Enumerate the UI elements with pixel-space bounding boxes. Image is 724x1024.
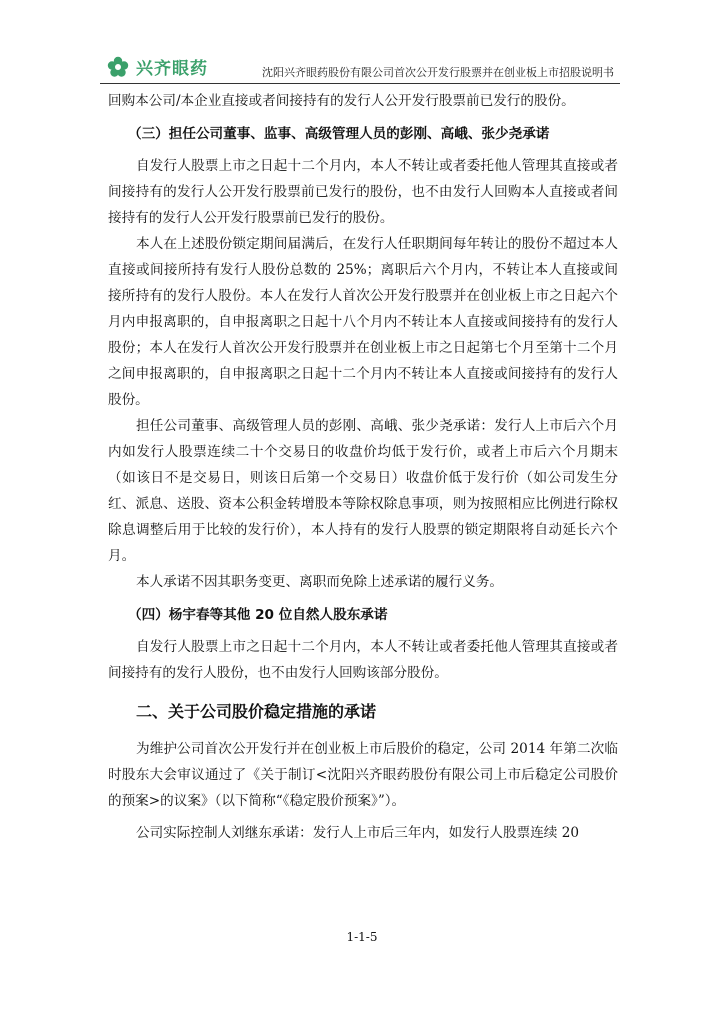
section-heading-four: （四）杨宇春等其他 20 位自然人股东承诺 xyxy=(128,607,388,623)
header-divider xyxy=(100,83,620,84)
page-number: 1-1-5 xyxy=(346,930,378,944)
document-body xyxy=(108,88,618,846)
paragraph-5: 自发行人股票上市之日起十二个月内，本人不转让或者委托他人管理其直接或者间接持有的发行人股份，也不由发行人回购该部分股份。 xyxy=(108,639,618,681)
paragraph-3: 担任公司董事、高级管理人员的彭刚、高峨、张少尧承诺：发行人上市后六个月内如发行人股票连续二十个交易日的收盘价均低于发行价，或者上市后六个月期末（如该日不是交易日，则该日后第一个交易日）收盘价低于发行价（如公司发生分红、派息、送股、资本公积金转增股本等除权除息事项，则为按照相应比例进行除权除息调整后用于比较的发行价），本人持有的发行人股票的锁定期限将自动延长六个月。 xyxy=(108,418,618,564)
paragraph-1: 自发行人股票上市之日起十二个月内，本人不转让或者委托他人管理其直接或者间接持有的发行人公开发行股票前已发行的股份，也不由发行人回购本人直接或者间接持有的发行人公开发行股票前已发行的股份。 xyxy=(108,158,618,226)
paragraph-4: 本人承诺不因其职务变更、离职而免除上述承诺的履行义务。 xyxy=(136,574,504,590)
paragraph-2: 本人在上述股份锁定期间届满后，在发行人任职期间每年转让的股份不超过本人直接或间接所持有发行人股份总数的 25%；离职后六个月内，不转让本人直接或间接所持有的发行人股份。本人在发行人首次公开发行股票并在创业板上市之日起六个月内申报离职的，自申报离职之日起十八个月内不转让本人直接或间接持有的发行人股份；本人在发行人首次公开发行股票并在创业板上市之日起第七个月至第十二个月之间申报离职的，自申报离职之日起十二个月内不转让本人直接或间接持有的发行人股份。 xyxy=(108,236,618,408)
paragraph-intro: 回购本公司/本企业直接或者间接持有的发行人公开发行股票前已发行的股份。 xyxy=(108,93,575,109)
paragraph-7: 公司实际控制人刘继东承诺：发行人上市后三年内，如发行人股票连续 20 xyxy=(136,825,580,841)
document-title: 沈阳兴齐眼药股份有限公司首次公开发行股票并在创业板上市招股说明书 xyxy=(262,66,614,79)
logo-text: 兴齐眼药 xyxy=(136,59,208,79)
company-logo xyxy=(106,54,208,79)
flower-logo-icon xyxy=(106,55,130,79)
section-heading-two: 二、关于公司股价稳定措施的承诺 xyxy=(136,702,377,721)
paragraph-6: 为维护公司首次公开发行并在创业板上市后股价的稳定，公司 2014 年第二次临时股东大会审议通过了《关于制订<沈阳兴齐眼药股份有限公司上市后稳定公司股价的预案>的议案》（以下简称“《稳定股价预案》”）。 xyxy=(108,741,618,809)
section-heading-three: （三）担任公司董事、监事、高级管理人员的彭刚、高峨、张少尧承诺 xyxy=(128,126,550,142)
page-header xyxy=(100,46,620,84)
